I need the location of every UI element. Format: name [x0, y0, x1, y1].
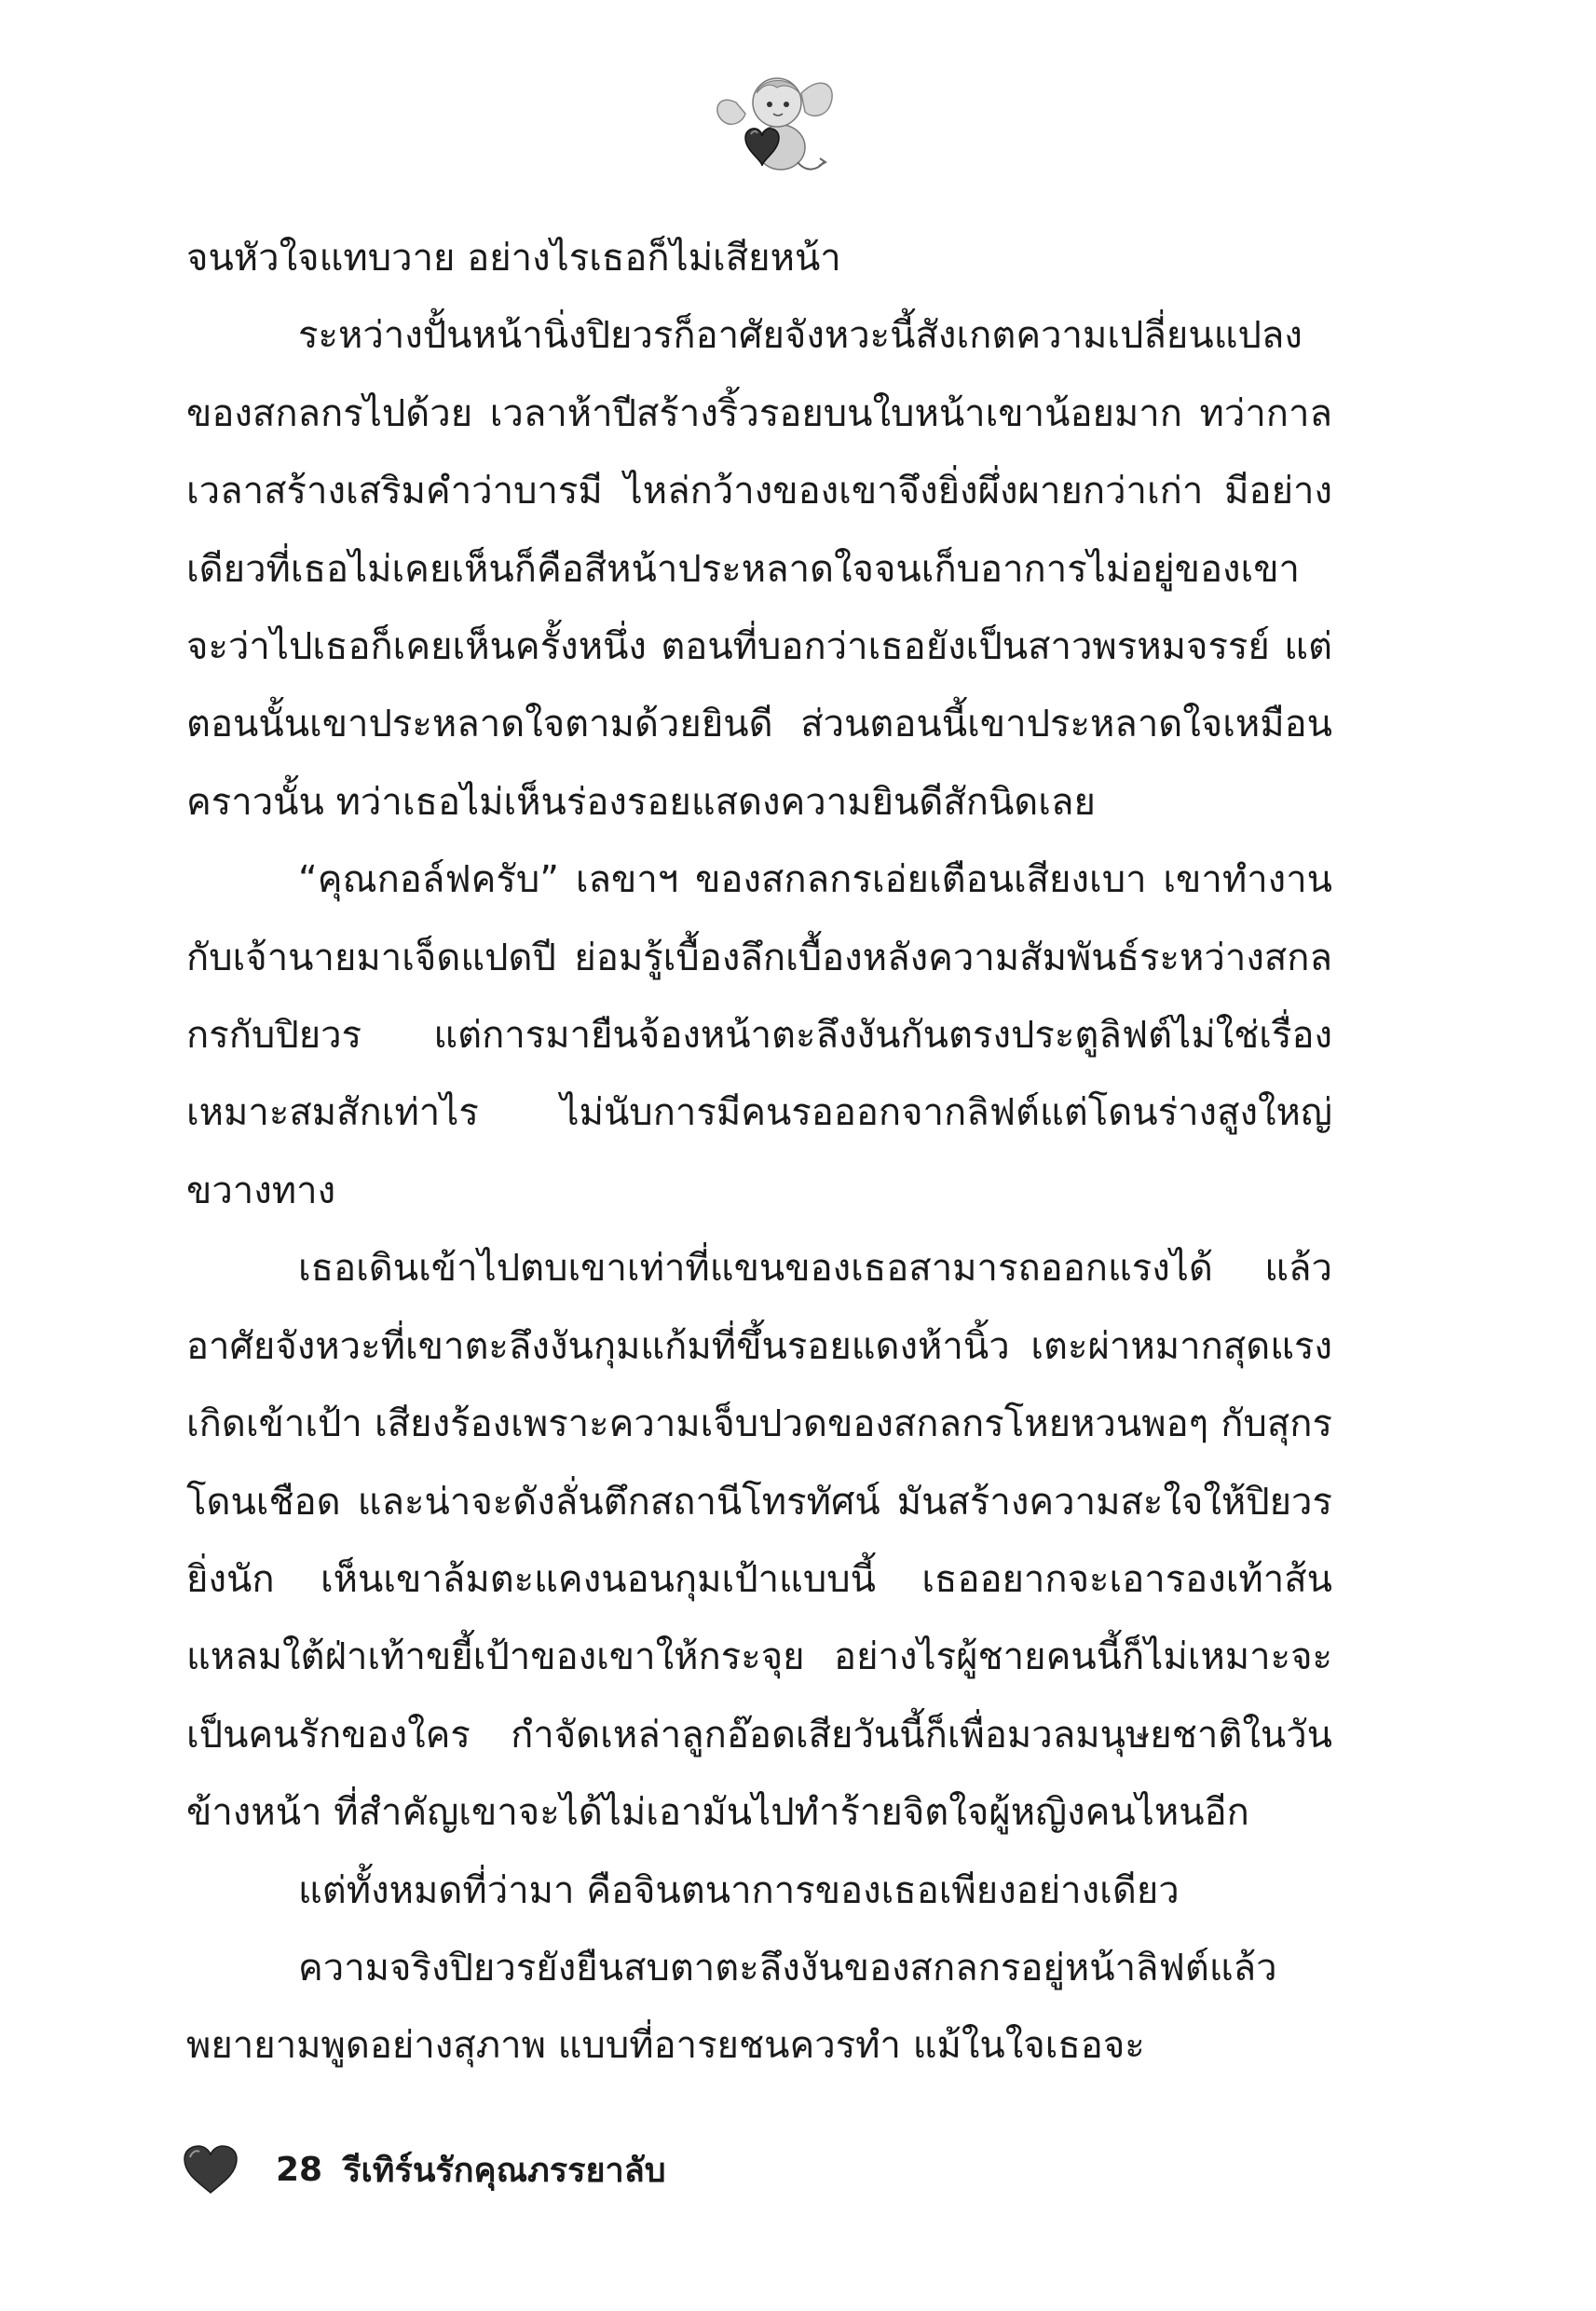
- cupid-holding-heart-icon: [708, 65, 839, 186]
- paragraph: “คุณกอล์ฟครับ” เลขาฯ ของสกลกรเอ่ยเตือนเสียงเบา เขาทำงานกับเจ้านายมาเจ็ดแปดปี ย่อมรู้เบื้องลึกเบื้องหลังความสัมพันธ์ระหว่างสกลกรกับปิยวร แต่การมายืนจ้องหน้าตะลึงงันกันตรงประตูลิฟต์ไม่ใช่เรื่องเหมาะสมสักเท่าไร ไม่นับการมีคนรอออกจากลิฟต์แต่โดนร่างสูงใหญ่ขวางทาง: [186, 858, 1332, 1212]
- paragraph: ระหว่างปั้นหน้านิ่งปิยวรก็อาศัยจังหวะนี้สังเกตความเปลี่ยนแปลงของสกลกรไปด้วย เวลาห้าปีสร้างริ้วรอยบนใบหน้าเขาน้อยมาก ทว่ากาลเวลาสร้างเสริมคำว่าบารมี ไหล่กว้างของเขาจึงยิ่งผึ่งผายกว่าเก่า มีอย่างเดียวที่เธอไม่เคยเห็นก็คือสีหน้าประหลาดใจจนเก็บอาการไม่อยู่ของเขา จะว่าไปเธอก็เคยเห็นครั้งหนึ่ง ตอนที่บอกว่าเธอยังเป็นสาวพรหมจรรย์ แต่ตอนนั้นเขาประหลาดใจตามด้วยยินดี ส่วนตอนนี้เขาประหลาดใจเหมือนคราวนั้น ทว่าเธอไม่เห็นร่องรอยแสดงความยินดีสักนิดเลย: [186, 314, 1332, 824]
- paragraph: จนหัวใจแทบวาย อย่างไรเธอก็ไม่เสียหน้า: [186, 237, 841, 280]
- heart-icon: [183, 2144, 239, 2195]
- page-footer: [183, 2132, 666, 2207]
- book-title: รีเทิร์นรักคุณภรรยาลับ: [343, 2151, 666, 2190]
- chapter-text: [186, 220, 1332, 2085]
- paragraph: แต่ทั้งหมดที่ว่ามา คือจินตนาการของเธอเพียงอย่างเดียว: [298, 1868, 1180, 1912]
- page-number: 28: [276, 2150, 323, 2189]
- paragraph: ความจริงปิยวรยังยืนสบตาตะลึงงันของสกลกรอยู่หน้าลิฟต์แล้วพยายามพูดอย่างสุภาพ แบบที่อารยชนควรทำ แม้ในใจเธอจะ: [186, 1946, 1277, 2068]
- paragraph: เธอเดินเข้าไปตบเขาเท่าที่แขนของเธอสามารถออกแรงได้ แล้วอาศัยจังหวะที่เขาตะลึงงันกุมแก้มที่ขึ้นรอยแดงห้านิ้ว เตะผ่าหมากสุดแรงเกิดเข้าเป้า เสียงร้องเพราะความเจ็บปวดของสกลกรโหยหวนพอๆ กับสุกรโดนเชือด และน่าจะดังลั่นตึกสถานีโทรทัศน์ มันสร้างความสะใจให้ปิยวรยิ่งนัก เห็นเขาล้มตะแคงนอนกุมเป้าแบบนี้ เธออยากจะเอารองเท้าส้นแหลมใต้ฝ่าเท้าขยี้เป้าของเขาให้กระจุย อย่างไรผู้ชายคนนี้ก็ไม่เหมาะจะเป็นคนรักของใคร กำจัดเหล่าลูกอ๊อดเสียวันนี้ก็เพื่อมวลมนุษยชาติในวันข้างหน้า ที่สำคัญเขาจะได้ไม่เอามันไปทำร้ายจิตใจผู้หญิงคนไหนอีก: [186, 1247, 1332, 1835]
